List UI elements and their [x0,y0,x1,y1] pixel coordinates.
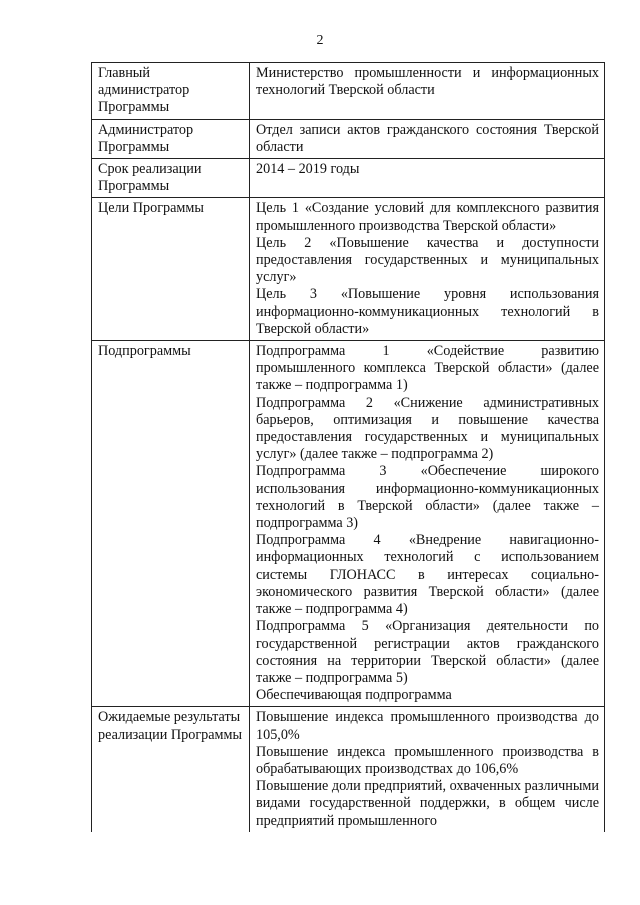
row-value [250,119,605,158]
paragraph: 2014 – 2019 годы [256,161,360,178]
paragraph: Цель 2 «Повышение качества и доступности предоставления государственных и муниципальных услуг» [256,234,599,286]
paragraph: Подпрограмма 5 «Организация деятельности по государственной регистрации актов гражданского состояния на территории Тверской области» (далее также – подпрограмма 5) [256,618,599,686]
paragraph: Подпрограмма 4 «Внедрение навигационно-информационных технологий с использованием системы ГЛОНАСС в интересах социально-экономического развития Тверской области» (далее также – подпрограмма 4) [256,532,599,618]
table-row-expected-results [92,707,605,832]
row-value [250,707,605,832]
table-row-chief-administrator [92,63,605,120]
table-row-subprograms [92,341,605,707]
paragraph: Цель 3 «Повышение уровня использования информационно-коммуникационных технологий в Тверской области» [256,286,599,337]
paragraph: Отдел записи актов гражданского состояния Тверской области [256,121,599,155]
row-value [250,159,605,198]
paragraph: Министерство промышленности и информационных технологий Тверской области [256,65,599,99]
paragraph: Повышение доли предприятий, охваченных различными видами государственной поддержки, в общем числе предприятий промышленного [256,778,599,829]
paragraph: Повышение индекса промышленного производства до 105,0% [256,709,599,743]
row-label: Подпрограммы [92,341,250,707]
paragraph: Цель 1 «Создание условий для комплексного развития промышленного производства Тверской области» [256,200,599,234]
table-row-administrator [92,119,605,158]
paragraph: Обеспечивающая подпрограмма [256,687,452,704]
row-value [250,341,605,707]
row-label: Срок реализации Программы [92,159,250,198]
row-value [250,63,605,120]
paragraph: Повышение индекса промышленного производства в обрабатывающих производствах до 106,6% [256,743,599,777]
table-row-goals [92,198,605,341]
row-label: Цели Программы [92,198,250,341]
paragraph: Подпрограмма 2 «Снижение административных барьеров, оптимизация и повышение качества предоставления государственных и муниципальных услуг» (далее также – подпрограмма 2) [256,394,599,463]
row-label: Администратор Программы [92,119,250,158]
table-row-term [92,159,605,198]
page-number: 2 [316,33,324,48]
row-label: Ожидаемые результаты реализации Программы [92,707,250,832]
paragraph: Подпрограмма 3 «Обеспечение широкого использования информационно-коммуникационных технологий в Тверской области» (далее также – подпрограмма 3) [256,463,599,532]
row-value [250,198,605,341]
paragraph: Подпрограмма 1 «Содействие развитию промышленного комплекса Тверской области» (далее также – подпрограмма 1) [256,343,599,394]
program-passport-table [91,62,605,832]
row-label: Главный администратор Программы [92,63,250,120]
